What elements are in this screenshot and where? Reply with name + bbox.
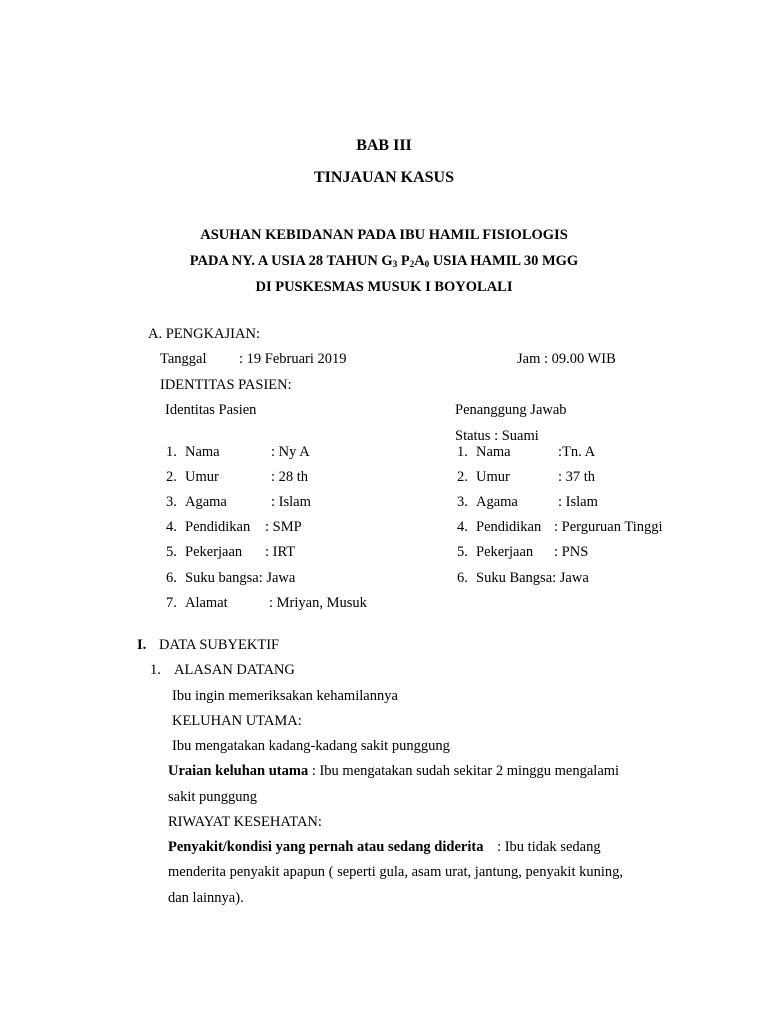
penyakit-line-2: menderita penyakit apapun ( seperti gula, asam urat, jantung, penyakit kuning,: [168, 864, 624, 880]
patient-column-title: Identitas Pasien: [165, 402, 257, 418]
list-item-label: Umur: [476, 469, 510, 485]
list-item-value: : 37 th: [558, 469, 596, 485]
list-item-num: 7.: [166, 595, 177, 611]
uraian-line-2: sakit punggung: [168, 789, 258, 805]
subtitle-line-2: PADA NY. A USIA 28 TAHUN $G_3$ $P_2A_0$ USIA HAMIL 30 MGG: [189, 253, 579, 269]
tanggal-label: Tanggal: [160, 351, 207, 367]
list-item-label: Suku Bangsa: Jawa: [476, 570, 589, 586]
riwayat-heading: RIWAYAT KESEHATAN:: [168, 814, 322, 830]
list-item-label: Suku bangsa: Jawa: [185, 570, 296, 586]
list-item-value: : SMP: [265, 519, 302, 535]
list-item-value: : Perguruan Tinggi: [554, 519, 663, 535]
list-item-value: : Ny A: [271, 444, 310, 460]
section-roman-numeral: I.: [137, 637, 147, 653]
alasan-heading: ALASAN DATANG: [174, 662, 295, 678]
identitas-heading: IDENTITAS PASIEN:: [160, 377, 292, 393]
list-item-value: : IRT: [265, 544, 296, 560]
keluhan-text: Ibu mengatakan kadang-kadang sakit punggung: [172, 738, 450, 754]
list-item-label: Pendidikan: [185, 519, 251, 535]
list-item-label: Nama: [476, 444, 511, 460]
chapter-number: BAB III: [356, 137, 412, 154]
list-item-value: :Tn. A: [558, 444, 596, 460]
jam-value: Jam : 09.00 WIB: [517, 351, 616, 367]
alasan-text: Ibu ingin memeriksakan kehamilannya: [172, 688, 398, 704]
subtitle-line-1: ASUHAN KEBIDANAN PADA IBU HAMIL FISIOLOGIS: [200, 227, 568, 243]
list-item-num: 4.: [166, 519, 177, 535]
list-item-value: : 28 th: [271, 469, 309, 485]
penyakit-line-1: Penyakit/kondisi yang pernah atau sedang diderita : Ibu tidak sedang: [168, 839, 601, 855]
list-item-label: Pekerjaan: [476, 544, 534, 560]
guardian-column-title: Penanggung Jawab: [455, 402, 567, 418]
penyakit-line-3: dan lainnya).: [168, 890, 244, 906]
list-item-label: Nama: [185, 444, 220, 460]
list-item-num: 3.: [457, 494, 468, 510]
guardian-status: Status : Suami: [455, 428, 539, 444]
subyektif-heading: DATA SUBYEKTIF: [159, 637, 280, 653]
list-item-num: 4.: [457, 519, 468, 535]
subtitle-line-3: DI PUSKESMAS MUSUK I BOYOLALI: [255, 279, 513, 295]
list-item-label: Agama: [185, 494, 227, 510]
list-item-num: 5.: [166, 544, 177, 560]
list-item-num: 2.: [457, 469, 468, 485]
uraian-line-1: Uraian keluhan utama : Ibu mengatakan sudah sekitar 2 minggu mengalami: [168, 763, 620, 779]
list-item-num: 6.: [166, 570, 177, 586]
pengkajian-heading: A. PENGKAJIAN:: [148, 326, 260, 342]
chapter-title: TINJAUAN KASUS: [313, 169, 455, 186]
list-item-num: 2.: [166, 469, 177, 485]
list-item-value: : Islam: [271, 494, 311, 510]
list-item-label: Pekerjaan: [185, 544, 243, 560]
list-item-label: Umur: [185, 469, 219, 485]
list-item-value: : Mriyan, Musuk: [269, 595, 367, 611]
list-item-num: 3.: [166, 494, 177, 510]
keluhan-heading: KELUHAN UTAMA:: [172, 713, 302, 729]
list-item-num: 1.: [457, 444, 468, 460]
alasan-num: 1.: [150, 662, 161, 678]
list-item-num: 6.: [457, 570, 468, 586]
list-item-value: : PNS: [554, 544, 589, 560]
list-item-num: 5.: [457, 544, 468, 560]
list-item-label: Pendidikan: [476, 519, 542, 535]
list-item-num: 1.: [166, 444, 177, 460]
list-item-label: Alamat: [185, 595, 228, 611]
tanggal-value: : 19 Februari 2019: [239, 351, 347, 367]
list-item-value: : Islam: [558, 494, 598, 510]
list-item-label: Agama: [476, 494, 518, 510]
